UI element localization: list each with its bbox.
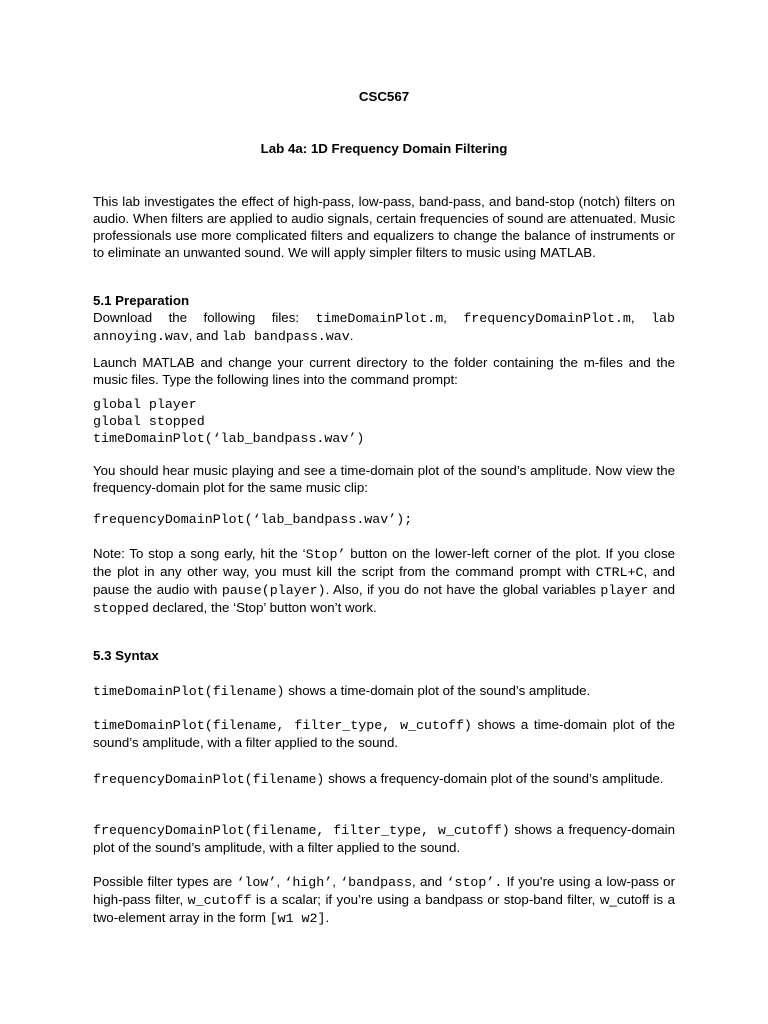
preparation-heading: 5.1 Preparation — [93, 293, 190, 308]
syntax-code: timeDomainPlot(filename, filter_type, w_cutoff) — [93, 718, 472, 733]
launch-paragraph: Launch MATLAB and change your current directory to the folder containing the m-files and the music files. Type the following lines into the command prompt: — [93, 355, 675, 387]
syntax-item — [93, 682, 675, 700]
ctrl-c-code: CTRL+C — [595, 565, 644, 580]
filter-stop-code: ‘stop’. — [446, 875, 503, 890]
syntax-text: shows a time-domain plot of the sound’s amplitude, with a filter applied to the sound. — [93, 717, 675, 750]
syntax-heading: 5.3 Syntax — [93, 648, 159, 663]
syntax-item — [93, 770, 675, 788]
code-line: global player — [93, 397, 197, 412]
syntax-code: frequencyDomainPlot(filename) — [93, 772, 325, 787]
code-line: global stopped — [93, 414, 205, 429]
stop-code: Stop’ — [305, 547, 346, 562]
w-array-code: [w1 w2] — [269, 911, 326, 926]
note-text: , and pause the audio with — [93, 564, 675, 597]
separator: , and — [412, 874, 447, 889]
lab-title: Lab 4a: 1D Frequency Domain Filtering — [260, 141, 508, 156]
filter-high-code: ‘high’ — [284, 875, 333, 890]
syntax-text: shows a frequency-domain plot of the sound’s amplitude, with a filter applied to the sound. — [93, 822, 675, 855]
download-text: Download the following files: — [93, 310, 316, 325]
file-timedomainplot: timeDomainPlot.m — [315, 311, 444, 326]
filter-text: Possible filter types are — [93, 874, 237, 889]
note-text: . Also, if you do not have the global variables — [325, 582, 601, 597]
separator: , — [332, 874, 341, 889]
separator: , — [276, 874, 285, 889]
course-title: CSC567 — [358, 89, 410, 104]
separator: . — [349, 328, 354, 343]
filter-bandpass-code: ‘bandpass — [340, 875, 413, 890]
separator: , — [630, 310, 652, 325]
player-code: player — [600, 583, 649, 598]
hear-paragraph: You should hear music playing and see a time-domain plot of the sound’s amplitude. Now view the frequency-domain plot for the same music clip: — [93, 463, 675, 495]
w-cutoff-code: w_cutoff — [187, 893, 252, 908]
syntax-text: shows a frequency-domain plot of the sound’s amplitude. — [324, 771, 664, 786]
syntax-item — [93, 716, 675, 751]
intro-paragraph: This lab investigates the effect of high-pass, low-pass, band-pass, and band-stop (notch) filters on audio. When filters are applied to audio signals, certain frequencies of sound are attenuated. Music professionals use more complicated filters and equalizers to change the balance of instruments or to eliminate an unwanted sound. We will apply simpler filters to music using MATLAB. — [93, 194, 675, 260]
syntax-code: frequencyDomainPlot(filename, filter_type, w_cutoff) — [93, 823, 510, 838]
note-text: declared, the ‘Stop’ button won’t work. — [148, 600, 377, 615]
filter-types-paragraph — [93, 873, 675, 927]
code-block — [93, 396, 675, 447]
separator: , — [443, 310, 464, 325]
code-line: frequencyDomainPlot(‘lab_bandpass.wav’); — [93, 512, 413, 527]
stopped-code: stopped — [93, 601, 149, 616]
syntax-item — [93, 821, 675, 856]
download-paragraph — [93, 309, 675, 345]
separator: . — [325, 910, 330, 925]
note-text: Note: To stop a song early, hit the ‘ — [93, 546, 306, 561]
file-lab-bandpass: lab bandpass.wav — [222, 329, 350, 344]
filter-text: If you’re using a low-pass or high-pass filter, — [93, 874, 676, 907]
note-text: button on the lower-left corner of the plot. If you close the plot in any other way, you must kill the script from the command prompt with — [93, 546, 675, 579]
syntax-text: shows a time-domain plot of the sound’s amplitude. — [284, 683, 591, 698]
file-lab-annoying: lab annoying.wav — [93, 311, 676, 344]
syntax-code: timeDomainPlot(filename) — [93, 684, 285, 699]
note-text: and — [648, 582, 675, 597]
pause-code: pause(player) — [221, 583, 326, 598]
note-paragraph — [93, 545, 675, 617]
file-frequencydomainplot: frequencyDomainPlot.m — [463, 311, 631, 326]
code-line: timeDomainPlot(‘lab_bandpass.wav’) — [93, 431, 365, 446]
filter-text: is a scalar; if you’re using a bandpass or stop-band filter, w_cutoff is a two-element array in the form — [93, 892, 675, 925]
separator: , and — [188, 328, 223, 343]
filter-low-code: ‘low’ — [236, 875, 277, 890]
